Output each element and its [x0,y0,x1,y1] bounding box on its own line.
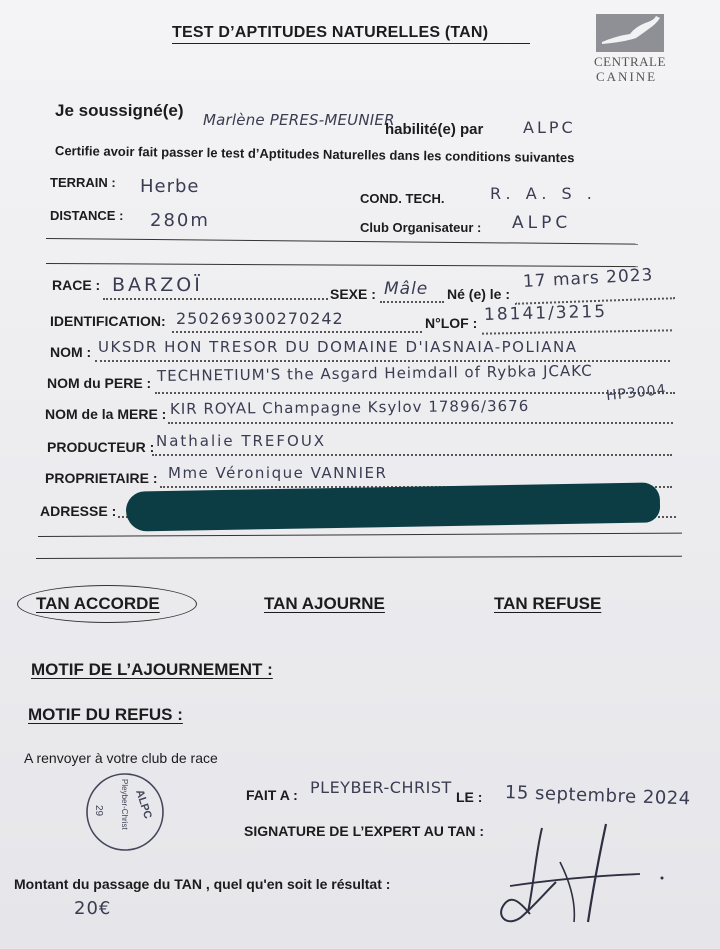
ne-value: 17 mars 2023 [522,265,654,292]
pere-label: NOM du PERE : [47,375,152,391]
mere-label: NOM de la MERE : [45,406,167,422]
pere-extra: HP3004 [605,381,668,405]
rule-2 [46,263,638,267]
mere-dots [168,422,673,424]
tan-accorde-label: TAN ACCORDE [36,594,160,613]
pere-value: TECHNETIUM'S the Asgard Heimdall of Rybka JCAKC [156,361,593,385]
montant-label: Montant du passage du TAN , quel qu'en soit le résultat : [14,876,391,892]
soussigne-label: Je soussigné(e) [55,101,184,120]
ident-value: 250269300270242 [176,309,344,328]
distance-value: 280m [150,210,210,231]
pere-dots [155,392,675,394]
tan-refuse-option[interactable]: TAN REFUSE [494,594,602,613]
fait-label: FAIT A : [246,787,298,803]
svg-text:Pleyber-Christ: Pleyber-Christ [120,779,129,830]
mere-value: KIR ROYAL Champagne Ksylov 17896/3676 [169,396,530,418]
cond-tech-label: COND. TECH. [360,191,445,206]
club-label: Club Organisateur : [360,220,482,235]
rule-4 [36,556,682,559]
montant-value: 20€ [74,898,112,919]
title-underline [172,43,530,44]
signature-label: SIGNATURE DE L’EXPERT AU TAN : [244,823,485,839]
lof-dots [482,329,672,334]
svg-text:ALPC: ALPC [133,788,154,821]
club-value: ALPC [512,213,572,233]
centrale-canine-logo: CENTRALE CANINE [592,12,672,92]
race-value: BARZOÏ [112,274,203,296]
renvoyer-text: A renvoyer à votre club de race [24,750,218,766]
nom-value: UKSDR HON TRESOR DU DOMAINE D'IASNAIA-POLIANA [98,338,578,356]
producteur-value: Nathalie TREFOUX [156,432,327,450]
race-dots [103,298,328,300]
lof-label: N°LOF : [425,315,478,331]
terrain-value: Herbe [140,176,200,197]
tan-ajourne-option[interactable]: TAN AJOURNE [264,594,385,613]
svg-text:29: 29 [93,805,104,817]
tan-accorde-option[interactable] [17,585,197,623]
ident-label: IDENTIFICATION: [50,313,166,329]
examiner-name: Marlène PERES-MEUNIER [203,111,395,129]
sexe-dots [380,301,444,303]
ne-label: Né (e) le : [447,286,511,302]
producteur-dots [152,454,672,456]
nom-label: NOM : [50,344,92,360]
producteur-label: PRODUCTEUR : [47,439,155,455]
distance-label: DISTANCE : [50,208,124,223]
rule-1 [46,238,638,245]
motif-refus-label: MOTIF DU REFUS : [28,705,183,724]
ident-dots [172,331,422,333]
proprietaire-label: PROPRIETAIRE : [45,470,158,486]
proprietaire-value: Mme Véronique VANNIER [168,464,388,482]
le-label: LE : [456,789,483,805]
motif-ajournement-label: MOTIF DE L’AJOURNEMENT : [31,660,273,679]
address-redaction [126,482,661,531]
rule-3 [38,533,682,537]
expert-signature [490,822,670,932]
form-title: TEST D’APTITUDES NATURELLES (TAN) [172,24,489,41]
fait-value: PLEYBER-CHRIST [310,778,452,797]
race-label: RACE : [52,277,101,293]
certify-text: Certifie avoir fait passer le test d’Aptitudes Naturelles dans les conditions suivantes [54,143,575,166]
sexe-value: Mâle [384,279,429,299]
adresse-label: ADRESSE : [40,503,117,519]
le-value: 15 septembre 2024 [504,782,691,810]
terrain-label: TERRAIN : [50,175,116,190]
cond-tech-value: R. A. S . [490,184,597,203]
lof-value: 18141/3215 [483,301,608,325]
habilite-label: habilité(e) par [385,121,484,138]
club-stamp [84,771,166,853]
sexe-label: SEXE : [330,286,376,302]
habilite-org: ALPC [523,118,576,137]
